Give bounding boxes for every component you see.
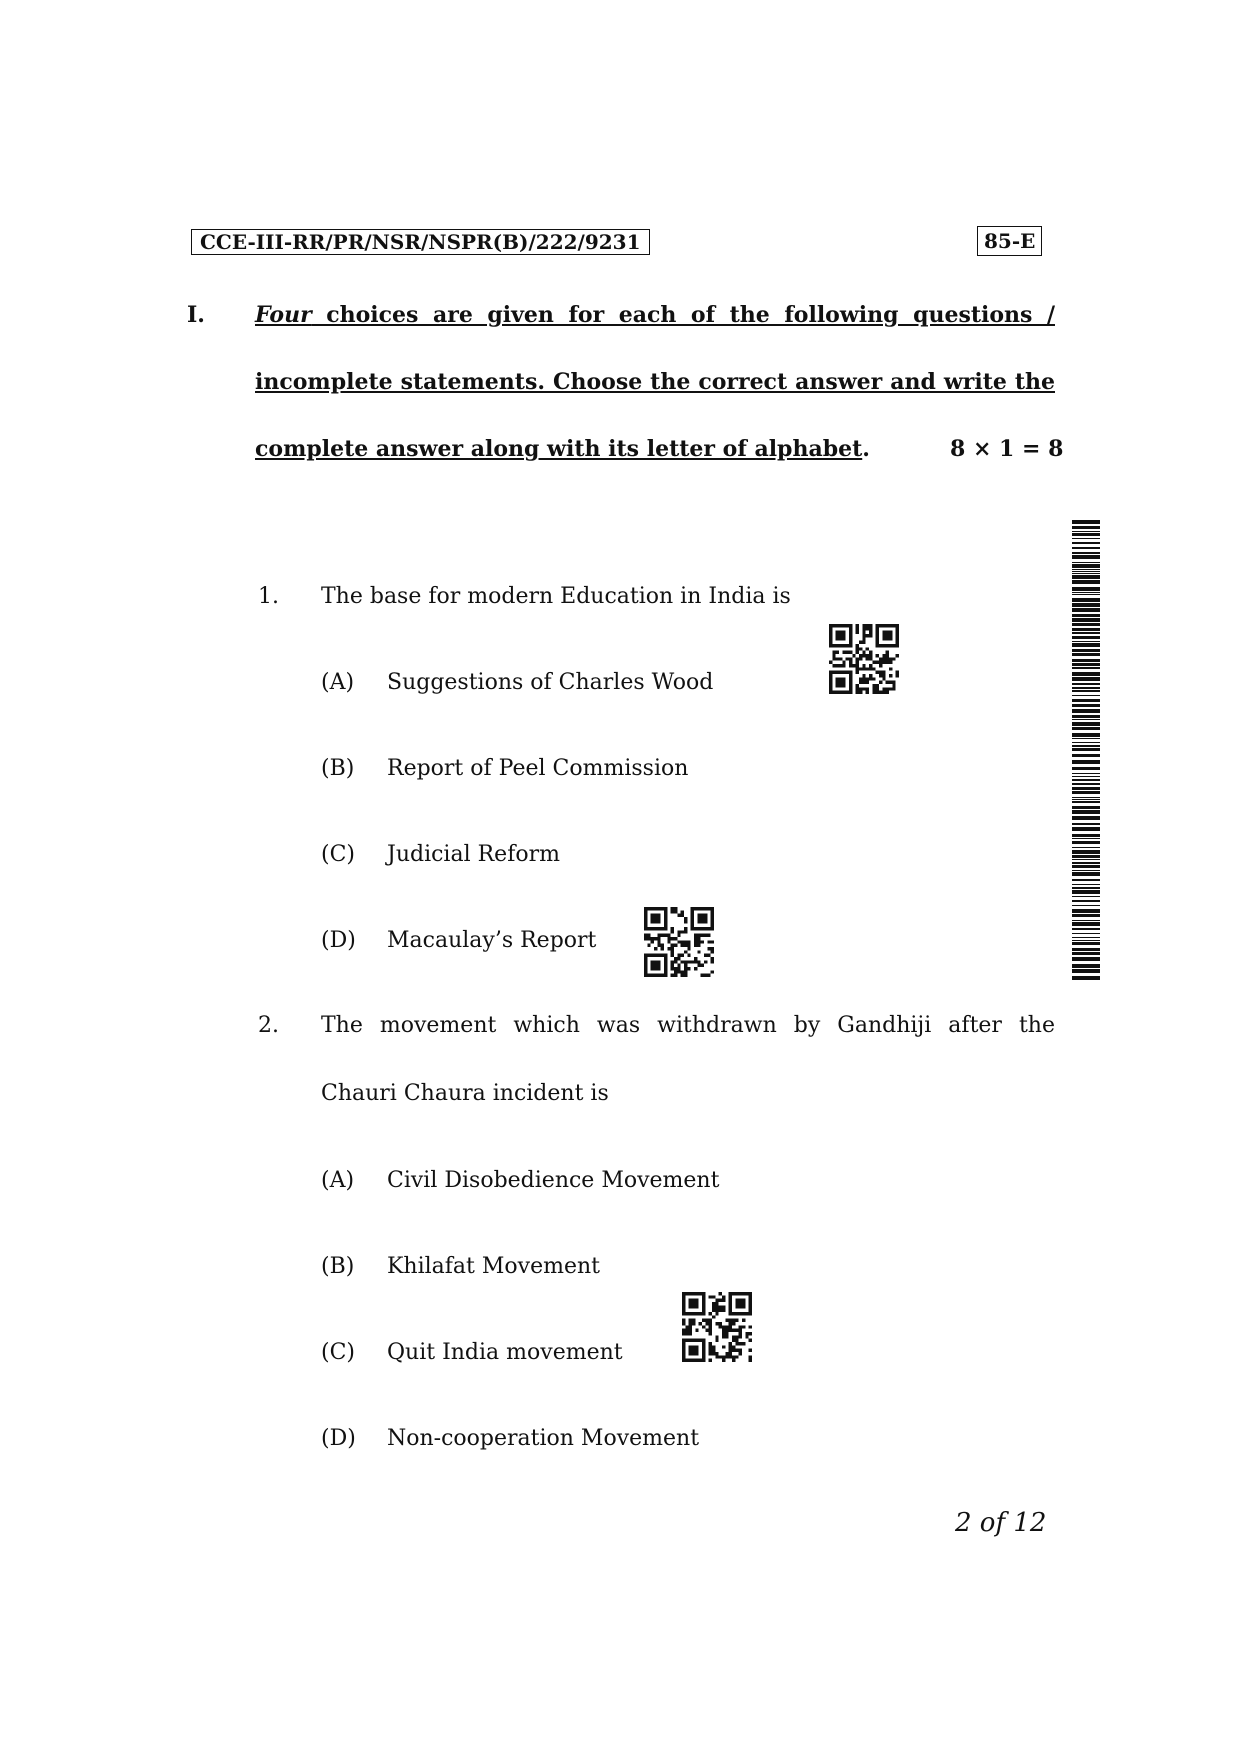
marks-allocation: 8 × 1 = 8 bbox=[950, 436, 1064, 462]
q1-option-d-text: Macaulay’s Report bbox=[387, 928, 597, 953]
q2-option-c-text: Quit India movement bbox=[387, 1340, 623, 1365]
question-2-number: 2. bbox=[258, 1013, 279, 1038]
q1-option-a-text: Suggestions of Charles Wood bbox=[387, 670, 714, 695]
instruction-line-1 bbox=[255, 302, 1055, 328]
question-2-text-line-1: The movement which was withdrawn by Gandhiji after the bbox=[321, 1013, 1055, 1038]
instruction-line-3-text: complete answer along with its letter of alphabet bbox=[255, 436, 863, 462]
instruction-line-2: incomplete statements. Choose the correct answer and write the bbox=[255, 369, 1055, 395]
q1-option-d-letter: (D) bbox=[321, 928, 356, 953]
q1-option-b-text: Report of Peel Commission bbox=[387, 756, 689, 781]
q2-option-b-letter: (B) bbox=[321, 1254, 355, 1279]
q2-option-b-text: Khilafat Movement bbox=[387, 1254, 600, 1279]
section-number: I. bbox=[187, 302, 205, 328]
instruction-line-3 bbox=[255, 436, 870, 462]
instruction-period: . bbox=[862, 436, 870, 462]
q2-option-d-text: Non-cooperation Movement bbox=[387, 1426, 700, 1451]
q2-option-c-letter: (C) bbox=[321, 1340, 355, 1365]
subject-code: 85-E bbox=[977, 226, 1042, 256]
question-1-text: The base for modern Education in India is bbox=[321, 584, 791, 609]
instruction-lead: Four bbox=[255, 302, 312, 328]
q1-option-b-letter: (B) bbox=[321, 756, 355, 781]
paper-code: CCE-III-RR/PR/NSR/NSPR(B)/222/9231 bbox=[191, 229, 650, 255]
question-1-number: 1. bbox=[258, 584, 279, 609]
q2-option-a-text: Civil Disobedience Movement bbox=[387, 1168, 720, 1193]
qr-code-icon bbox=[682, 1292, 752, 1362]
q1-option-c-letter: (C) bbox=[321, 842, 355, 867]
instruction-line-1-text: choices are given for each of the following questions / bbox=[311, 302, 1055, 328]
barcode-icon bbox=[1072, 520, 1100, 984]
q2-option-a-letter: (A) bbox=[321, 1168, 355, 1193]
q2-option-d-letter: (D) bbox=[321, 1426, 356, 1451]
qr-code-icon bbox=[829, 624, 899, 694]
question-2-text-line-2: Chauri Chaura incident is bbox=[321, 1081, 609, 1106]
page-number: 2 of 12 bbox=[955, 1508, 1047, 1538]
qr-code-icon bbox=[644, 907, 714, 977]
q1-option-c-text: Judicial Reform bbox=[387, 842, 560, 867]
q1-option-a-letter: (A) bbox=[321, 670, 355, 695]
